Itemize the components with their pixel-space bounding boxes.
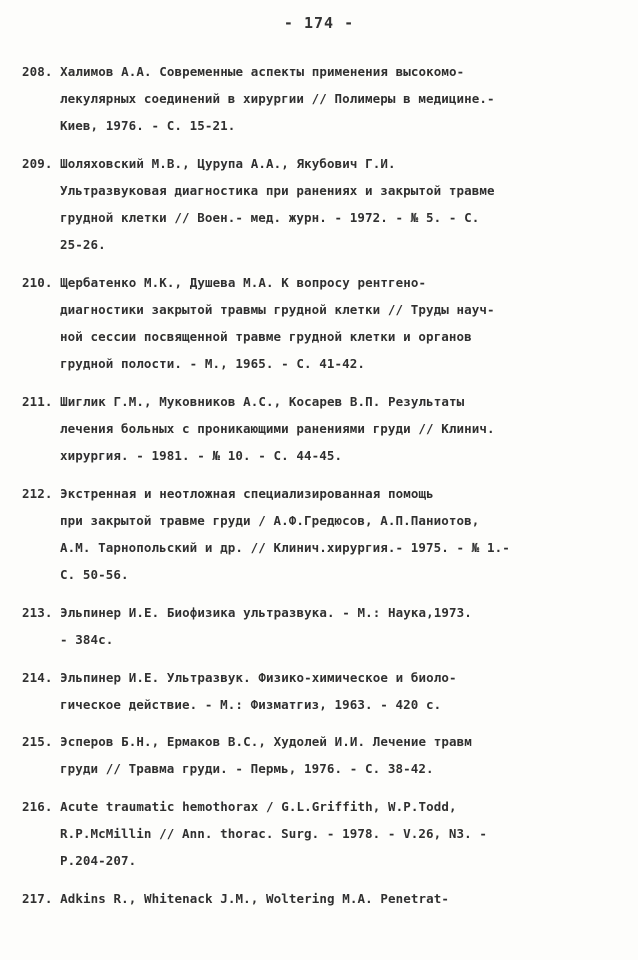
entry-line: 212. Экстренная и неотложная специализированная помощь — [22, 486, 434, 501]
bibliography-entry-208 — [22, 58, 622, 139]
entry-line: 209. Шоляховский М.В., Цурупа А.А., Якубович Г.И. — [22, 156, 396, 171]
entry-line: 215. Эсперов Б.Н., Ермаков В.С., Худолей И.И. Лечение травм — [22, 734, 472, 749]
entry-line: Ультразвуковая диагностика при ранениях и закрытой травме — [60, 183, 495, 198]
entry-line: 208. Халимов А.А. Современные аспекты применения высокомо- — [22, 64, 465, 79]
entry-line: гическое действие. - М.: Физматгиз, 1963. - 420 с. — [60, 697, 442, 712]
entry-line: грудной полости. - М., 1965. - С. 41-42. — [60, 356, 366, 371]
entry-line: Киев, 1976. - С. 15-21. — [60, 118, 236, 133]
entry-line: при закрытой травме груди / А.Ф.Гредюсов, А.П.Паниотов, — [60, 513, 480, 528]
bibliography-entry-211 — [22, 388, 622, 469]
entry-line: 213. Эльпинер И.Е. Биофизика ультразвука. - М.: Наука,1973. — [22, 605, 472, 620]
entry-line: R.P.McMillin // Ann. thorac. Surg. - 1978. - V.26, N3. - — [60, 826, 488, 841]
entry-line: грудной клетки // Воен.- мед. журн. - 1972. - № 5. - С. — [60, 210, 480, 225]
entry-line: 210. Щербатенко М.К., Душева М.А. К вопросу рентгено- — [22, 275, 427, 290]
entry-line: 217. Adkins R., Whitenack J.M., Woltering M.A. Penetrat- — [22, 891, 450, 906]
bibliography-list — [22, 58, 622, 923]
bibliography-entry-212 — [22, 480, 622, 588]
entry-line: А.М. Тарнопольский и др. // Клинич.хирургия.- 1975. - № 1.- — [60, 540, 510, 555]
entry-line: 214. Эльпинер И.Е. Ультразвук. Физико-химическое и биоло- — [22, 670, 457, 685]
bibliography-entry-216 — [22, 793, 622, 874]
entry-line: С. 50-56. — [60, 567, 129, 582]
entry-line: лечения больных с проникающими ранениями груди // Клинич. — [60, 421, 495, 436]
entry-line: P.204-207. — [60, 853, 137, 868]
bibliography-entry-215 — [22, 728, 622, 782]
bibliography-entry-210 — [22, 269, 622, 377]
entry-line: 25-26. — [60, 237, 106, 252]
entry-line: 211. Шиглик Г.М., Муковников А.С., Косарев В.П. Результаты — [22, 394, 465, 409]
bibliography-entry-209 — [22, 150, 622, 258]
entry-line: - 384с. — [60, 632, 114, 647]
entry-line: ной сессии посвященной травме грудной клетки и органов — [60, 329, 472, 344]
entry-line: 216. Acute traumatic hemothorax / G.L.Griffith, W.P.Todd, — [22, 799, 457, 814]
entry-line: лекулярных соединений в хирургии // Полимеры в медицине.- — [60, 91, 495, 106]
entry-line: диагностики закрытой травмы грудной клетки // Труды науч- — [60, 302, 495, 317]
page-number: - 174 - — [283, 14, 355, 32]
bibliography-entry-217 — [22, 885, 622, 912]
bibliography-entry-213 — [22, 599, 622, 653]
entry-line: хирургия. - 1981. - № 10. - С. 44-45. — [60, 448, 343, 463]
entry-line: груди // Травма груди. - Пермь, 1976. - С. 38-42. — [60, 761, 434, 776]
bibliography-entry-214 — [22, 664, 622, 718]
